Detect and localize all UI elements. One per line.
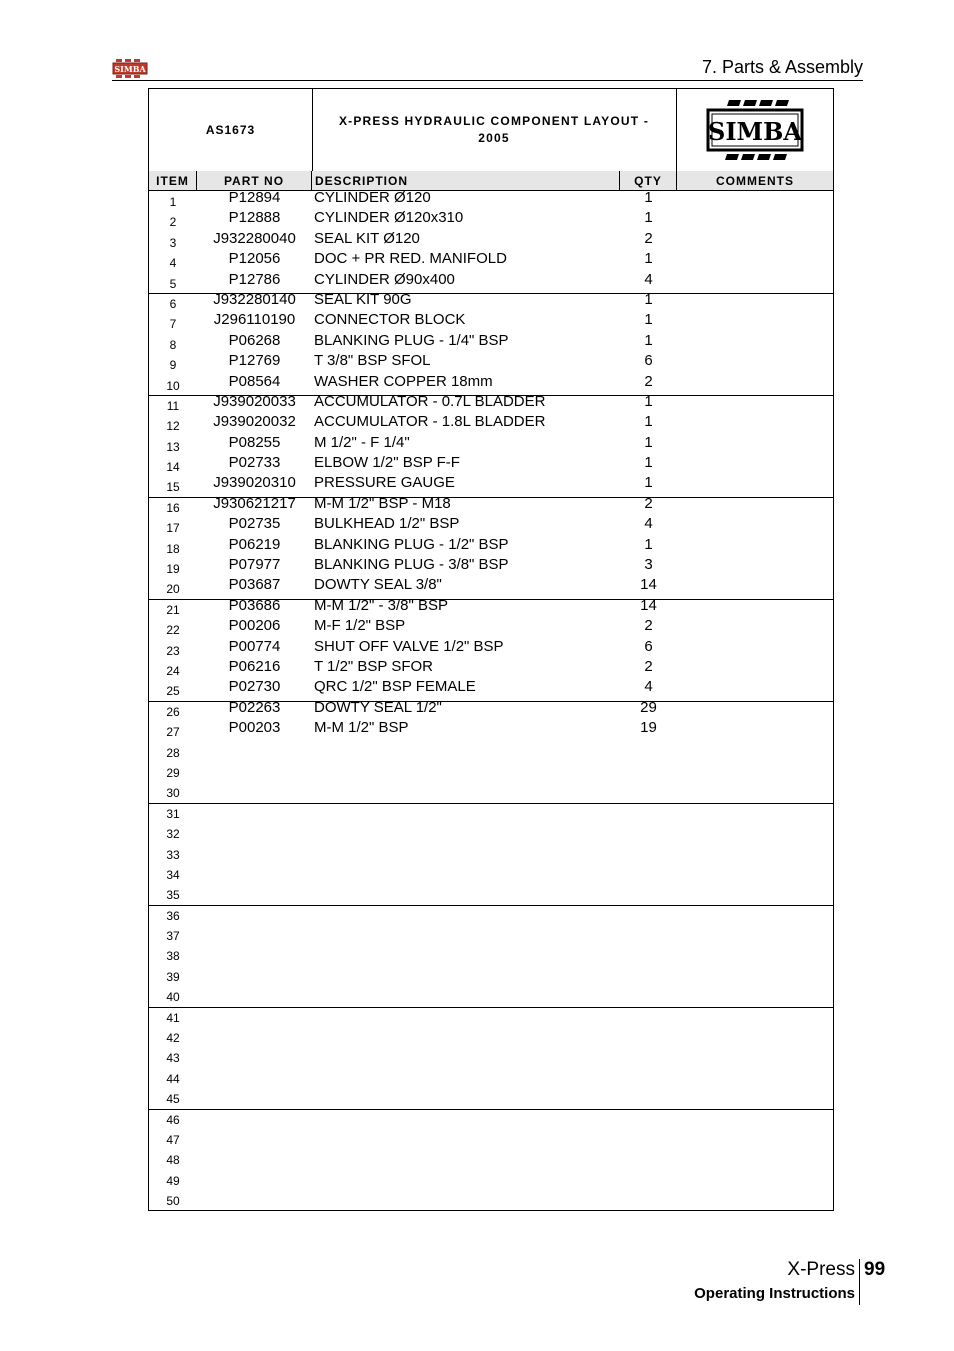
table-row [149,372,833,395]
part-qty: 1 [644,454,653,472]
part-number: P06268 [228,331,281,349]
part-description: CYLINDER Ø120 [314,189,431,206]
part-number: P02733 [228,454,281,472]
item-number: 17 [166,521,180,536]
parts-list [149,191,833,1211]
part-description: WASHER COPPER 18mm [314,372,493,390]
logo-text: SIMBA [707,117,803,146]
table-row [149,1047,833,1067]
item-number: 44 [166,1071,180,1086]
table-row [149,1149,833,1169]
item-number: 47 [166,1132,180,1147]
part-number: P07977 [228,556,281,574]
item-number: 42 [166,1031,180,1046]
part-description: ELBOW 1/2" BSP F-F [314,454,460,472]
item-number: 24 [166,663,180,678]
table-row [149,925,833,945]
part-qty: 6 [644,637,653,655]
part-description: T 3/8" BSP SFOL [314,352,431,370]
part-number: P06216 [228,657,281,675]
item-number: 49 [166,1173,180,1188]
part-qty: 1 [644,331,653,349]
table-row [149,884,833,904]
part-qty: 3 [644,556,653,574]
item-number: 7 [169,317,177,332]
item-number: 43 [166,1051,180,1066]
item-number: 20 [166,582,180,597]
part-number: J932280140 [213,290,296,308]
item-number: 48 [166,1153,180,1168]
table-row [149,558,833,578]
table-row [149,211,833,231]
table-row [149,252,833,272]
item-number: 36 [166,908,180,923]
table-row [149,782,833,802]
part-description: ACCUMULATOR - 1.8L BLADDER [314,413,546,431]
product-name: X-Press [787,1259,855,1280]
item-number: 37 [166,929,180,944]
table-row [149,803,833,823]
item-number: 14 [166,460,180,475]
part-qty: 19 [640,719,657,737]
item-number: 13 [166,439,180,454]
table-row [149,456,833,476]
part-qty: 1 [644,535,653,553]
table-row [149,619,833,639]
table-row [149,823,833,843]
part-description: QRC 1/2" BSP FEMALE [314,678,476,696]
part-number: P02730 [228,678,281,696]
table-row [149,229,833,252]
table-row [149,721,833,741]
item-number: 1 [169,195,177,209]
part-qty: 2 [644,657,653,675]
table-row [149,578,833,598]
item-number: 5 [169,276,177,291]
part-qty: 4 [644,515,653,533]
table-row [149,331,833,354]
part-number: P02263 [228,698,281,716]
part-description: BLANKING PLUG - 1/4" BSP [314,331,509,349]
table-row [149,596,833,619]
item-number: 45 [166,1092,180,1107]
part-qty: 1 [644,189,653,206]
table-row [149,945,833,965]
part-description: CONNECTOR BLOCK [314,311,466,329]
col-comments: COMMENTS [716,174,794,188]
table-row [149,762,833,782]
table-row [149,1190,833,1210]
table-row [149,657,833,680]
item-number: 25 [166,684,180,699]
part-description: M-M 1/2" BSP - M18 [314,494,451,512]
part-description: M-F 1/2" BSP [314,617,406,635]
table-row [149,864,833,884]
part-qty: 1 [644,392,653,410]
item-number: 8 [169,337,177,352]
item-number: 3 [169,235,177,250]
table-row [149,966,833,986]
table-row [149,191,833,211]
part-number: J930621217 [213,494,296,512]
item-number: 32 [166,827,180,842]
part-qty: 14 [640,596,657,614]
item-number: 6 [169,296,177,311]
header-divider [112,80,863,81]
part-qty: 2 [644,494,653,512]
part-qty: 29 [640,698,657,716]
title-block [149,89,833,172]
table-row [149,354,833,374]
simba-logo [677,89,833,171]
part-qty: 4 [644,270,653,288]
item-number: 41 [166,1010,180,1025]
col-description: DESCRIPTION [312,171,620,190]
small-logo-text: SIMBA [114,64,146,74]
col-item: ITEM [149,171,197,190]
item-number: 46 [166,1112,180,1127]
item-number: 11 [166,398,180,413]
item-number: 18 [166,541,180,556]
footer-divider [859,1259,860,1305]
table-row [149,415,833,435]
table-row [149,535,833,558]
part-qty: 1 [644,209,653,227]
part-number: P02735 [228,515,281,533]
part-description: SEAL KIT Ø120 [314,229,420,247]
item-number: 26 [166,704,180,719]
part-description: PRESSURE GAUGE [314,474,455,492]
table-row [149,680,833,700]
part-description: M-M 1/2" - 3/8" BSP [314,596,449,614]
part-description: DOWTY SEAL 3/8" [314,576,442,594]
table-row [149,1027,833,1047]
part-description: BLANKING PLUG - 3/8" BSP [314,556,509,574]
section-title: 7. Parts & Assembly [701,57,863,77]
part-number: P12786 [228,270,281,288]
item-number: 27 [166,725,180,740]
part-qty: 4 [644,678,653,696]
part-number: J932280040 [213,229,296,247]
table-row [149,1129,833,1149]
part-qty: 2 [644,229,653,247]
part-number: J296110190 [213,311,296,329]
part-number: P00206 [228,617,281,635]
item-number: 19 [166,562,180,577]
col-part-no: PART NO [197,171,312,190]
part-number: P03687 [228,576,281,594]
assembly-title: X-PRESS HYDRAULIC COMPONENT LAYOUT - 2005 [312,89,677,171]
item-number: 10 [166,378,180,393]
part-number: P00774 [228,637,281,655]
item-number: 22 [166,623,180,638]
part-qty: 14 [640,576,657,594]
table-row [149,1088,833,1108]
item-number: 15 [166,480,180,495]
part-number: P12888 [228,209,281,227]
item-number: 34 [166,867,180,882]
table-row [149,698,833,721]
part-description: SEAL KIT 90G [314,290,412,308]
part-number: P06219 [228,535,281,553]
part-number: P08255 [228,433,281,451]
item-number: 35 [166,888,180,903]
table-row [149,517,833,537]
col-qty: QTY [620,171,677,190]
table-row [149,844,833,864]
part-description: M-M 1/2" BSP [314,719,409,737]
item-number: 39 [166,969,180,984]
part-description: SHUT OFF VALVE 1/2" BSP [314,637,504,655]
table-row [149,905,833,925]
assembly-code: AS1673 [149,89,313,171]
column-headers [149,171,833,191]
part-description: CYLINDER Ø90x400 [314,270,455,288]
part-number: J939020033 [213,392,296,410]
part-qty: 1 [644,311,653,329]
part-number: P08564 [228,372,281,390]
item-number: 29 [166,765,180,780]
item-number: 21 [166,602,180,617]
part-qty: 2 [644,372,653,390]
table-row [149,433,833,456]
item-number: 28 [166,745,180,760]
part-qty: 1 [644,290,653,308]
part-number: J939020310 [213,474,296,492]
item-number: 12 [166,419,180,434]
table-row [149,1068,833,1088]
part-qty: 1 [644,433,653,451]
parts-sheet [148,88,834,1211]
part-number: P12894 [228,189,281,206]
part-description: DOC + PR RED. MANIFOLD [314,250,507,268]
part-number: J939020032 [213,413,296,431]
table-row [149,313,833,333]
part-qty: 2 [644,617,653,635]
table-row [149,1109,833,1129]
item-number: 33 [166,847,180,862]
item-number: 40 [166,990,180,1005]
part-description: BULKHEAD 1/2" BSP [314,515,460,533]
item-number: 31 [166,806,180,821]
item-number: 9 [169,358,177,373]
part-description: T 1/2" BSP SFOR [314,657,433,675]
part-description: BLANKING PLUG - 1/2" BSP [314,535,509,553]
footer-subtitle: Operating Instructions [694,1285,855,1302]
part-qty: 1 [644,474,653,492]
item-number: 4 [169,256,177,271]
item-number: 30 [166,786,180,801]
page-number: 99 [864,1259,886,1280]
table-row [149,1007,833,1027]
part-description: M 1/2" - F 1/4" [314,433,410,451]
table-row [149,742,833,762]
part-number: P12769 [228,352,281,370]
item-number: 2 [169,215,177,230]
table-row [149,986,833,1006]
table-row [149,290,833,313]
part-description: CYLINDER Ø120x310 [314,209,464,227]
table-row [149,270,833,293]
table-row [149,494,833,517]
part-qty: 1 [644,413,653,431]
item-number: 38 [166,949,180,964]
item-number: 23 [166,643,180,658]
item-number: 16 [166,500,180,515]
part-description: DOWTY SEAL 1/2" [314,698,442,716]
table-row [149,476,833,496]
part-qty: 6 [644,352,653,370]
part-description: ACCUMULATOR - 0.7L BLADDER [314,392,546,410]
item-number: 50 [166,1194,180,1209]
table-row [149,1170,833,1190]
table-row [149,392,833,415]
simba-small-logo [112,58,148,80]
part-number: P12056 [228,250,281,268]
part-qty: 1 [644,250,653,268]
part-number: P03686 [228,596,281,614]
part-number: P00203 [228,719,281,737]
table-row [149,637,833,660]
